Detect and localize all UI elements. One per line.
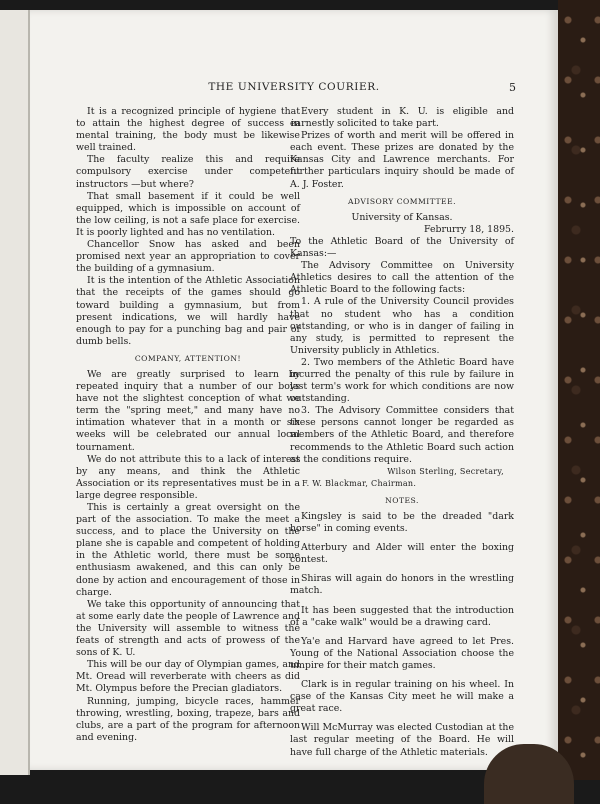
section-heading-notes: NOTES. [385, 495, 419, 505]
note-item: Kingsley is said to be the dreaded "dark horse" in coming events. [290, 511, 514, 535]
paragraph: It is a recognized principle of hygiene that to attain the highest degree of success in mental training, the body must be likewise well trained. [76, 106, 300, 154]
right-column [290, 106, 514, 766]
note-item: Ya'e and Harvard have agreed to let Pres. Young of the National Association choose the umpire for their match games. [290, 635, 514, 671]
signature-chairman: F. W. Blackmar, Chairman. [302, 478, 417, 488]
paragraph: Chancellor Snow has asked and been promised next year an appropriation to cover the building of a gymnasium. [76, 239, 300, 275]
book-marbled-cover [558, 0, 600, 780]
signature-secretary: Wilson Sterling, Secretary, [387, 466, 504, 476]
page-number: 5 [509, 81, 516, 94]
page-header-title: THE UNIVERSITY COURIER. [208, 81, 380, 93]
letter-date: Februrry 18, 1895. [423, 223, 514, 235]
paragraph: This is certainly a great oversight on the part of the association. To make the meet a success, and to place the University on the plane she is capable and competent of holding in the Athletic world, there must be some enthusiasm awakened, and this can only be done by action and encouragement of those in charge. [76, 502, 300, 598]
paragraph: 2. Two members of the Athletic Board have incurred the penalty of this rule by failure in last term's work for which conditions are now outstanding. [290, 356, 514, 405]
paragraph: This will be our day of Olympian games, and Mt. Oread will reverberate with cheers as did Mt. Olympus before the Precian gladiators. [76, 659, 300, 695]
section-heading-attention: COMPANY, ATTENTION! [134, 353, 242, 363]
paragraph: Every student in K. U. is eligible and earnestly solicited to take part. [290, 106, 514, 130]
paragraph: Running, jumping, bicycle races, hammer throwing, wrestling, boxing, trapeze, bars and clubs, are a part of the program for afternoon and evening. [76, 695, 300, 743]
paragraph: We are greatly surprised to learn by repeated inquiry that a number of our boys have not the slightest conception of what we term the "spring meet," and many have no intimation whatever that in a month or six weeks will be celebrated our annual local tournament. [76, 368, 300, 453]
note-item: Will McMurray was elected Custodian at the last regular meeting of the Board. He will have full charge of the Athletic materials. [290, 722, 514, 758]
paragraph: It is the intention of the Athletic Association that the receipts of the games should go toward building a gymnasium, but from present indications, we will hardly have enough to pay for a punching bag and pair of dumb bells. [76, 275, 300, 347]
note-item: Clark is in regular training on his wheel. In case of the Kansas City meet he will make a great race. [290, 679, 514, 715]
paragraph: That small basement if it could be well equipped, which is impossible on account of the low ceiling, is not a safe place for exercise. It is poorly lighted and has no ventilation. [76, 190, 300, 238]
paragraph: 3. The Advisory Committee considers that these persons cannot longer be regarded as members of the Athletic Board, and therefore recommends to the Athletic Board such action as the conditions require. [290, 405, 514, 465]
paragraph: We do not attribute this to a lack of interest by any means, and think the Athletic Association or its representatives must be in a large degree responsible. [76, 453, 300, 501]
note-item: Shiras will again do honors in the wrestling match. [290, 573, 514, 597]
document-page [30, 10, 558, 770]
paragraph: The Advisory Committee on University Athletics desires to call the attention of the Athletic Board to the following facts: [290, 260, 514, 296]
section-heading-advisory: ADVISORY COMMITTEE. [347, 196, 457, 206]
paragraph: 1. A rule of the University Council provides that no student who has a condition outstanding, or who is in danger of failing in any study, is permitted to represent the University publicly in Athletics. [290, 296, 514, 356]
paragraph: Prizes of worth and merit will be offered in each event. These prizes are donated by the Kansas City and Lawrence merchants. For further particulars inquiry should be made of A. J. Foster. [290, 130, 514, 190]
letter-salutation: To the Athletic Board of the University of Kansas:— [290, 235, 514, 260]
previous-page-edge [0, 10, 30, 775]
left-column [76, 106, 300, 744]
paragraph: We take this opportunity of announcing that at some early date the people of Lawrence and the University will assemble to witness the feats of strength and acts of prowess of the sons of K. U. [76, 598, 300, 659]
letter-place: University of Kansas. [351, 211, 453, 223]
note-item: Atterbury and Alder will enter the boxing contest. [290, 542, 514, 566]
paragraph: The faculty realize this and require compulsory exercise under competent instructors —but where? [76, 154, 300, 190]
note-item: It has been suggested that the introduction of a "cake walk" would be a drawing card. [290, 604, 514, 628]
